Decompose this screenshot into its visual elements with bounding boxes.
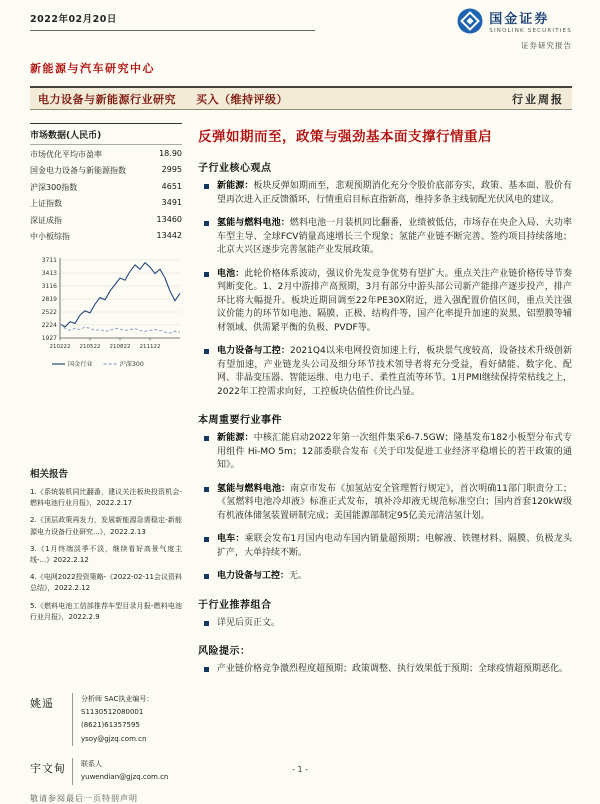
analyst-email-link[interactable]: ysoy@gjzq.com.cn xyxy=(81,734,147,743)
event-text: 乘联会发布1月国内电动车国内销量超预期；电解液、铁锂材料、隔膜、负极龙头扩产，大单持续不断。 xyxy=(217,534,572,558)
event-item xyxy=(204,570,572,584)
analyst-role: 分析师 SAC执业编号：S1130512080001 xyxy=(81,694,154,717)
view-item xyxy=(204,345,572,399)
svg-text:沪深300: 沪深300 xyxy=(119,361,144,369)
market-row xyxy=(30,178,182,195)
band-report-type: 行业周报 xyxy=(512,92,564,106)
market-row xyxy=(30,228,182,245)
svg-text:3413: 3413 xyxy=(41,270,57,278)
svg-text:3116: 3116 xyxy=(41,283,57,291)
market-row-label: 中小板综指 xyxy=(30,232,70,241)
bullet-square-icon xyxy=(204,221,209,226)
bullet-square-icon xyxy=(204,272,209,277)
analyst-entry xyxy=(30,693,182,746)
market-row xyxy=(30,211,182,228)
section-portfolio-title: 于行业推荐组合 xyxy=(198,599,272,611)
analyst-name: 宇文甸 xyxy=(30,762,66,776)
band-industry-title: 电力设备与新能源行业研究 xyxy=(38,92,176,106)
svg-text:2819: 2819 xyxy=(41,296,57,303)
market-row-value: 2995 xyxy=(161,165,182,174)
svg-text:3711: 3711 xyxy=(41,257,57,264)
view-text: 燃料电池一月装机同比翻番，业绩被低估，市场存在央企入局、大功率车型主导、全球FCV销量高速增长三个现象；氢能产业链不断完善、签约项目持续落地；北京大兴区逐步完善氢能产业发展政策。 xyxy=(217,218,572,255)
market-row-value: 3491 xyxy=(161,198,182,207)
report-link: 3.《1月终端淡季不淡，继续看好高景气度主线-...》2022.2.12 xyxy=(30,544,182,564)
event-item xyxy=(204,483,572,524)
event-term: 电车： xyxy=(217,534,245,544)
brand-block xyxy=(457,8,572,51)
section-week-events-title: 本周重要行业事件 xyxy=(198,415,282,426)
market-row-label: 上证指数 xyxy=(30,199,62,208)
svg-text:210222: 210222 xyxy=(49,344,71,350)
market-row-label: 沪深300指数 xyxy=(30,182,78,192)
bullet-square-icon xyxy=(204,574,209,579)
portfolio-note-text: 详见后页正文。 xyxy=(217,617,281,628)
footer-disclaimer: 敬请参阅最后一页特别声明 xyxy=(30,794,138,803)
page-number: - 1 - xyxy=(292,765,308,774)
market-row-value: 13442 xyxy=(156,231,182,240)
report-link: 2.《顶层政策再发力，发展新能源急需稳定-新能源电力设备行业研究...》，2022.2.13 xyxy=(30,516,182,536)
market-row xyxy=(30,145,182,162)
band-rating: 买入（维持评级） xyxy=(196,92,288,106)
related-reports xyxy=(30,466,182,623)
market-data-table xyxy=(30,123,182,244)
sinolink-logo-icon xyxy=(457,8,483,34)
report-title: 反弹如期而至，政策与强劲基本面支撑行情重启 xyxy=(198,129,492,145)
market-row-value: 4651 xyxy=(161,181,182,191)
report-link: 5.《燃料电池工信部推荐车型目录月报-燃料电池行业月报》，2022.2.9 xyxy=(30,601,182,621)
bullet-square-icon xyxy=(204,667,209,672)
view-text: 板块反弹如期而至，悲观预期消化充分令股价底部夯实，政策、基本面、股价有望再次进入正反馈循环，行情重启目标直指新高，维持多条主线韧配光伏风电的建议。 xyxy=(217,181,572,205)
view-term: 电力设备与工控： xyxy=(217,346,290,356)
page-header xyxy=(30,8,572,51)
risk-item xyxy=(204,663,572,677)
bullet-square-icon xyxy=(204,436,209,441)
svg-text:2522: 2522 xyxy=(41,308,57,316)
event-term: 氢能与燃料电池： xyxy=(217,483,291,494)
view-term: 新能源： xyxy=(217,181,254,191)
view-item xyxy=(204,217,572,258)
svg-text:210522: 210522 xyxy=(79,344,101,350)
market-row xyxy=(30,195,182,212)
research-center-title: 新能源与汽车研究中心 xyxy=(30,62,155,75)
report-link: 4.《电网2022投资策略-《2022-02-11会议资料总结》，2022.2.12 xyxy=(30,573,182,593)
event-term: 电力设备与工控： xyxy=(217,571,290,581)
brand-name-en: SINOLINK SECURITIES xyxy=(489,28,572,34)
market-row-label: 国金电力设备与新能源指数 xyxy=(30,166,126,175)
portfolio-note-item xyxy=(204,617,572,631)
market-row-label: 深证成指 xyxy=(30,215,62,225)
section-core-views-title: 子行业核心观点 xyxy=(198,163,272,174)
svg-text:211122: 211122 xyxy=(139,344,161,350)
svg-text:210822: 210822 xyxy=(109,344,131,350)
report-date: 2022年02月20日 xyxy=(30,8,315,31)
analyst-email-link[interactable]: yuwendian@gjzq.com.cn xyxy=(81,773,169,782)
svg-text:1927: 1927 xyxy=(41,335,57,342)
view-text: 此轮价格体系波动，强议价先发竞争优势有望扩大。重点关注产业链价格传导节奏判断变化。1、2月中游排产高预期，3月有部分中游头部公司新产能排产逐步投产，排产环比将大幅提升。板块近期回调至22年PE30X附近，进入强配置价值区间，重点关注强议价能力的环节如电池、隔膜、正极、结构件等，国产化率提升加速的炭黑、铝塑膜等辅材领域、供需紧平衡的负极、PVDF等。 xyxy=(217,268,572,333)
view-text: 2021Q4以来电网投资加速上行，板块景气度较高，设备技术升级创新有望加速，产业链龙头公司及细分环节技术领导者将充分受益，看好储能、数字化、配网、非晶变压器、智能运维、电力电子、柔性直流等环节。1月PMI继续保持荣枯线之上，2022年工控需求向好，工控板块估值性价比凸显。 xyxy=(217,346,572,397)
report-type-label: 证券研究报告 xyxy=(521,41,572,50)
analyst-role: 联系人 xyxy=(81,760,102,769)
section-risk-title: 风险提示： xyxy=(198,646,251,657)
event-text: 中核汇能启动2022年第一次组件集采6-7.5GW；隆基发布182小板型分布式专用组件 Hi-MO 5m；12部委联合发布《关于印发促进工业经济平稳增长的若干政策的通知》。 xyxy=(217,433,572,470)
event-item xyxy=(204,533,572,560)
bullet-square-icon xyxy=(204,184,209,189)
bullet-square-icon xyxy=(204,537,209,542)
index-performance-chart xyxy=(30,254,182,378)
bullet-square-icon xyxy=(204,621,209,626)
svg-text:国金行业: 国金行业 xyxy=(68,361,93,369)
event-text: 南京市发布《加氢站安全管理暂行规定》，首次明确11部门职责分工；《氢燃料电池冷却液》标准正式发布，填补冷却液无规范标准空白；国内首套120kW级有机液体储氢装置研制完成；美国能源部制定95亿美元清洁氢计划。 xyxy=(217,483,572,521)
view-term: 电池： xyxy=(217,268,245,279)
market-row-label: 市场优化平均市盈率 xyxy=(30,149,102,159)
market-row xyxy=(30,162,182,179)
event-term: 新能源： xyxy=(217,433,254,443)
main-content xyxy=(198,123,572,797)
svg-text:2224: 2224 xyxy=(41,322,57,330)
bullet-square-icon xyxy=(204,349,209,354)
market-row-value: 18.90 xyxy=(159,148,182,158)
market-data-title: 市场数据(人民币) xyxy=(30,123,182,145)
bullet-square-icon xyxy=(204,487,209,492)
event-text: 无。 xyxy=(289,571,308,581)
title-band xyxy=(30,86,572,110)
analyst-phone: (8621)61357595 xyxy=(81,721,140,730)
view-item xyxy=(204,180,572,207)
view-term: 氢能与燃料电池： xyxy=(217,218,290,228)
report-link: 1.《系统装机同比翻番，建议关注板块投资机会-燃料电池行业月报》，2022.2.17 xyxy=(30,488,182,508)
related-reports-title: 相关报告 xyxy=(30,469,69,480)
sidebar xyxy=(30,123,182,797)
view-item xyxy=(204,268,572,336)
analyst-name: 姚遥 xyxy=(30,696,54,710)
event-item xyxy=(204,432,572,473)
risk-text: 产业链价格竞争激烈程度超预期；政策调整、执行效果低于预期；全球疫情超预期恶化。 xyxy=(217,664,569,674)
brand-name: 国金证券 xyxy=(489,12,550,27)
market-row-value: 13460 xyxy=(156,214,182,224)
